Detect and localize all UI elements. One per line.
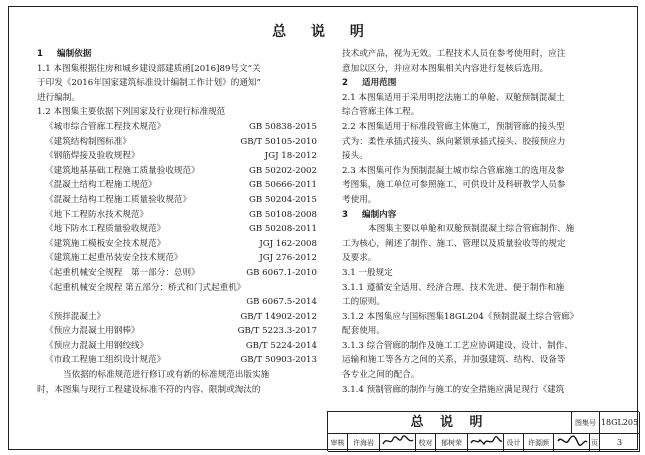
standard-code: GB 50666-2011 — [248, 180, 317, 191]
para-3-line: 工为核心，阐述了制作、施工、管理以及质量验收等的规定 — [342, 238, 566, 249]
standard-code: GB 50204-2015 — [248, 194, 317, 205]
section-number: 3 — [342, 209, 348, 220]
standard-name: 《预应力混凝土用钢棒》 — [45, 326, 140, 337]
standard-item — [37, 266, 317, 281]
standard-item — [37, 237, 317, 252]
continuation-line: 技术或产品，视为无效。工程技术人员在参考使用时，应注 — [342, 49, 566, 59]
para-2-1-line: 综合管廊主体工程。 — [342, 107, 420, 118]
standard-name: 《建筑施工模板安全技术规范》 — [45, 238, 166, 249]
standard-code: GB 6067.1-2010 — [246, 267, 317, 278]
design-signature — [554, 434, 590, 452]
standard-name: 《混凝土结构工程施工质量验收规范》 — [45, 194, 192, 205]
standard-item — [37, 251, 317, 266]
standard-item — [37, 149, 317, 164]
title-block — [327, 411, 639, 451]
standard-code: GB/T 50105-2010 — [240, 136, 317, 147]
standard-item — [37, 193, 317, 208]
standard-code: JGJ 162-2008 — [259, 238, 317, 249]
section-title: 适用范围 — [361, 78, 397, 89]
standard-name: 《建筑结构制图标准》 — [45, 136, 131, 147]
para-3-1-3-line: 3.1.3 综合管廊的制作及施工工艺应协调建设、设计、制作、 — [342, 340, 573, 351]
standard-name: 《预应力混凝土用钢绞线》 — [45, 340, 149, 351]
para-2-2-line: 2.2 本图集适用于标准段管廊主体施工，预制管廊的接头型 — [342, 121, 565, 132]
standard-name: 《地下防水工程质量验收规范》 — [45, 224, 166, 235]
review-label: 审核 — [328, 434, 348, 452]
para-2-2-line: 接头。 — [342, 151, 368, 162]
standard-name: 《建筑地基基础工程施工质量验收规范》 — [45, 165, 200, 176]
para-3-1: 3.1 一般规定 — [342, 267, 393, 278]
section-number: 1 — [37, 49, 43, 59]
standard-item — [37, 208, 317, 223]
atlas-number-value: 18GL205 — [600, 412, 640, 434]
atlas-number-label: 图集号 — [572, 412, 600, 434]
standard-code: GB 50208-2011 — [248, 224, 317, 235]
page-label: 页 — [590, 434, 600, 452]
standard-name: 《地下工程防水技术规范》 — [45, 209, 149, 220]
standards-list — [37, 120, 317, 368]
standard-code: JGJ 276-2012 — [259, 253, 317, 264]
signature-mark — [555, 434, 589, 448]
standard-item — [37, 120, 317, 135]
standard-item — [37, 135, 317, 150]
section-title: 编制内容 — [361, 209, 397, 220]
title-block-title: 总 说 明 — [328, 412, 572, 434]
para-1-2: 1.2 本图集主要依据下列国家及行业现行标准规范 — [37, 107, 226, 118]
standard-code: GB/T 50903-2013 — [240, 355, 317, 366]
tail-line: 当依据的标准规范进行修订或有新的标准规范出版实施 — [63, 370, 270, 381]
standard-name: 《起重机械安全规程 第五部分：桥式和门式起重机》 — [45, 282, 246, 293]
para-3-1-3-line: 各专业之间的配合。 — [342, 370, 420, 381]
para-2-1-line: 2.1 本图集适用于采用明挖法施工的单舱、双舱预制混凝土 — [342, 92, 565, 103]
standard-item — [37, 295, 317, 310]
para-3-line: 本图集主要以单舱和双舱预制混凝土综合管廊制作、施 — [368, 224, 575, 235]
para-3-1-4: 3.1.4 预制管廊的制作与施工的安全措施应满足现行《建筑 — [342, 384, 565, 395]
signature-mark — [381, 434, 415, 448]
section-heading-3 — [342, 208, 622, 223]
para-3-1-2-line: 3.1.2 本图集应与国标图集18GL204《预制混凝土综合管廊》 — [342, 311, 579, 322]
tail-line: 时，本图集与现行工程建设标准不符的内容、限制或淘汰的 — [37, 384, 261, 395]
standard-item — [37, 222, 317, 237]
standard-name: 《建筑施工起重吊装安全技术规范》 — [45, 253, 183, 264]
standard-code: GB/T 14902-2012 — [240, 311, 317, 322]
standard-code: GB/T 5223.3-2017 — [237, 326, 317, 337]
para-3-1-3-line: 运输和施工等各方之间的关系，并加强建筑、结构、设备等 — [342, 355, 566, 366]
check-name: 郁树荣 — [436, 434, 468, 452]
para-1-1-line: 于印发《2016年国家建筑标准设计编制工作计划》的通知” — [37, 78, 261, 89]
para-3-line: 及要求。 — [342, 253, 377, 264]
para-3-1-1-line: 3.1.1 遵循安全适用、经济合理、技术先进、便于制作和施 — [342, 282, 565, 293]
standard-name: 《钢筋焊接及验收规程》 — [45, 151, 140, 162]
section-title: 编制依据 — [56, 49, 92, 59]
page-title: 总 说 明 — [272, 24, 374, 40]
drawing-sheet — [8, 6, 638, 450]
standard-name: 《市政工程施工组织设计规范》 — [45, 355, 166, 366]
design-name: 许源颜 — [524, 434, 554, 452]
para-2-3-line: 考使用。 — [342, 194, 377, 205]
left-column — [37, 47, 317, 397]
standard-name: 《预拌混凝土》 — [45, 311, 106, 322]
standard-name: 《混凝土结构工程施工规范》 — [45, 180, 157, 191]
standard-code: GB 50838-2015 — [248, 121, 317, 132]
para-2-3-line: 2.3 本图集可作为预制混凝土城市综合管廊施工的选用及参 — [342, 165, 565, 176]
continuation-line: 意加以区分，并应对本图集相关内容进行复核后选用。 — [342, 63, 549, 74]
para-2-2-line: 式为：柔性承插式接头、纵向紧锁承插式接头、胶接预应力 — [342, 136, 566, 147]
standard-item — [37, 310, 317, 325]
para-3-1-2-line: 配套使用。 — [342, 326, 385, 337]
page-number: 3 — [600, 434, 640, 452]
standard-item — [37, 281, 317, 296]
standard-item — [37, 353, 317, 368]
standard-code: GB 6067.5-2014 — [246, 297, 317, 308]
standard-item — [37, 324, 317, 339]
standard-item — [37, 178, 317, 193]
para-1-1-line: 1.1 本图集根据住房和城乡建设部建质函[2016]89号文“关 — [37, 63, 261, 74]
para-1-1-line: 进行编制。 — [37, 92, 80, 103]
design-label: 设计 — [504, 434, 524, 452]
standard-code: GB 50202-2002 — [248, 165, 317, 176]
right-column — [342, 47, 622, 397]
section-heading-1 — [37, 47, 317, 62]
standard-item — [37, 339, 317, 354]
signature-mark — [469, 434, 503, 448]
standard-code: JGJ 18-2012 — [264, 151, 317, 162]
review-signature — [380, 434, 416, 452]
para-3-1-1-line: 工的原则。 — [342, 297, 385, 308]
check-signature — [468, 434, 504, 452]
section-number: 2 — [342, 78, 348, 89]
section-heading-2 — [342, 76, 622, 91]
standard-code: GB 50108-2008 — [248, 209, 317, 220]
standard-code: GB/T 5224-2014 — [245, 340, 317, 351]
standard-item — [37, 164, 317, 179]
standard-name: 《城市综合管廊工程技术规范》 — [45, 121, 166, 132]
check-label: 校对 — [416, 434, 436, 452]
review-name: 许海岩 — [348, 434, 380, 452]
standard-name: 《起重机械安全规程 第一部分：总则》 — [45, 267, 200, 278]
para-2-3-line: 考图集，施工单位可参照施工，可供设计及科研教学人员参 — [342, 180, 566, 191]
